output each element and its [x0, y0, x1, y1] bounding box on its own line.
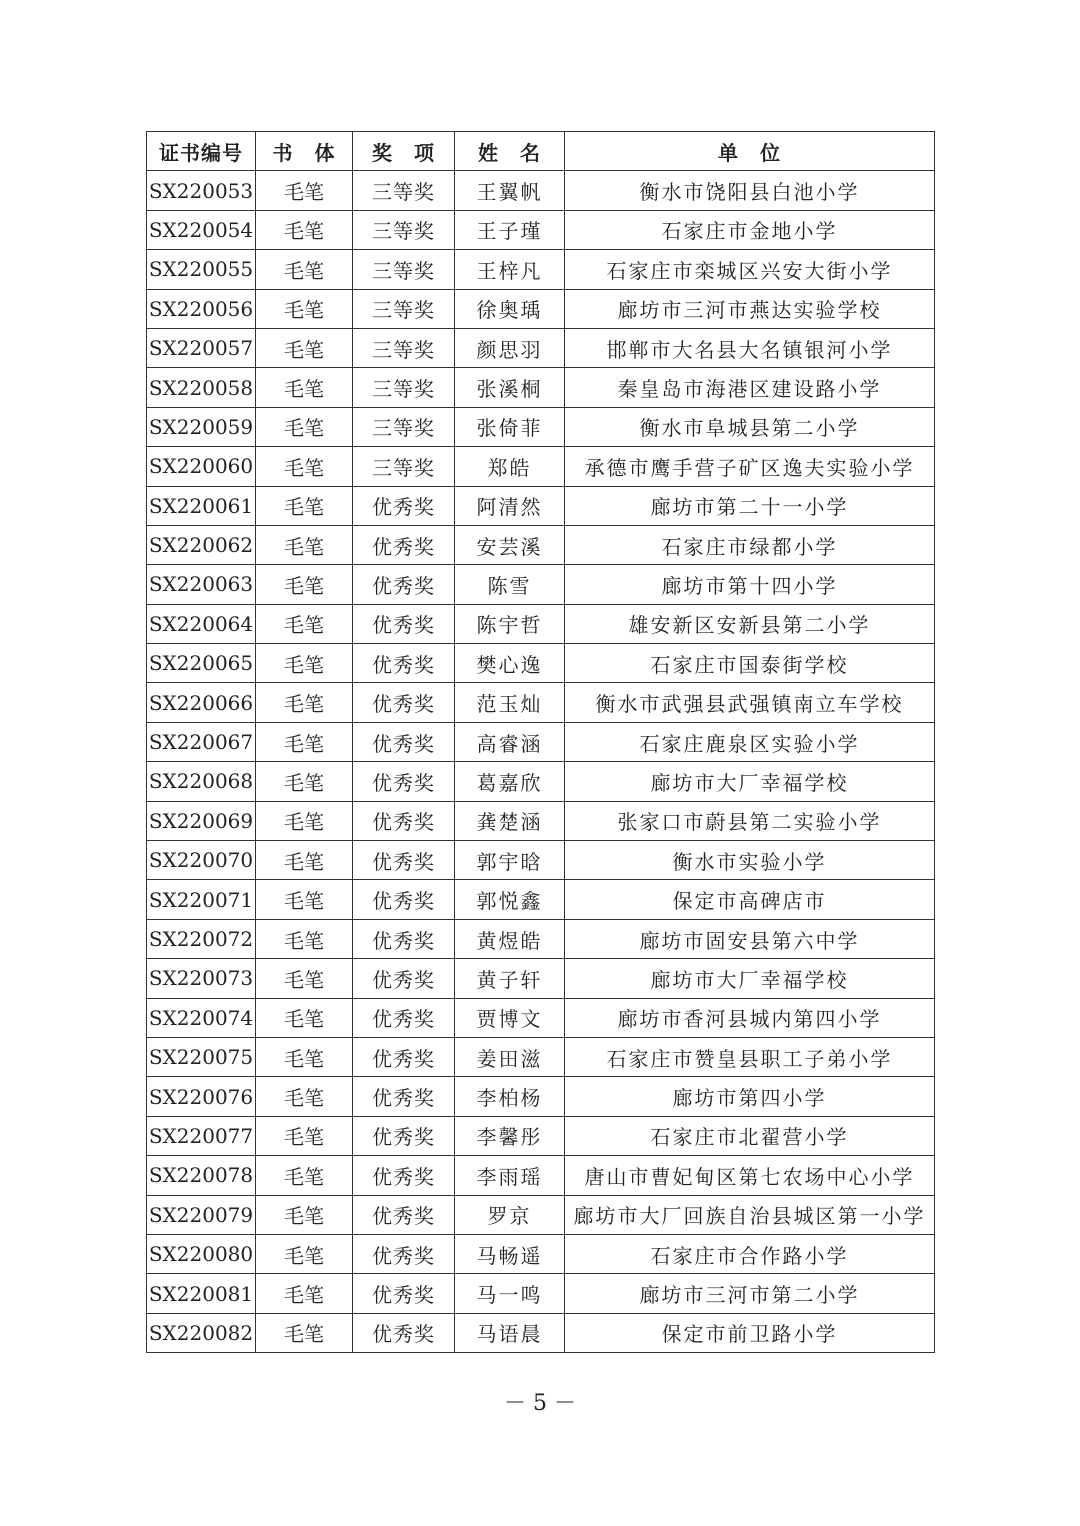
- script-style-cell: 毛笔: [256, 407, 353, 446]
- certificate-number-cell: SX220073: [147, 959, 256, 998]
- unit-cell: 石家庄市赞皇县职工子弟小学: [565, 1037, 935, 1076]
- award-cell: 优秀奖: [353, 841, 455, 880]
- student-name-cell: 陈宇哲: [455, 604, 565, 643]
- certificate-number-cell: SX220078: [147, 1156, 256, 1195]
- script-style-cell: 毛笔: [256, 644, 353, 683]
- certificate-number-cell: SX220071: [147, 880, 256, 919]
- script-style-cell: 毛笔: [256, 1116, 353, 1155]
- table-row: [147, 1195, 935, 1234]
- unit-cell: 廊坊市第二十一小学: [565, 486, 935, 525]
- award-cell: 三等奖: [353, 328, 455, 367]
- table-row: [147, 1234, 935, 1273]
- award-cell: 优秀奖: [353, 644, 455, 683]
- award-cell: 优秀奖: [353, 1274, 455, 1313]
- unit-cell: 张家口市蔚县第二实验小学: [565, 801, 935, 840]
- unit-cell: 衡水市阜城县第二小学: [565, 407, 935, 446]
- unit-cell: 保定市前卫路小学: [565, 1313, 935, 1352]
- student-name-cell: 龚楚涵: [455, 801, 565, 840]
- table-row: [147, 801, 935, 840]
- certificate-number-cell: SX220061: [147, 486, 256, 525]
- student-name-cell: 樊心逸: [455, 644, 565, 683]
- award-cell: 三等奖: [353, 407, 455, 446]
- table-header-row: [147, 132, 935, 171]
- certificate-number-cell: SX220059: [147, 407, 256, 446]
- certificate-number-cell: SX220076: [147, 1077, 256, 1116]
- script-style-cell: 毛笔: [256, 486, 353, 525]
- student-name-cell: 张溪桐: [455, 368, 565, 407]
- script-style-cell: 毛笔: [256, 722, 353, 761]
- unit-cell: 保定市高碑店市: [565, 880, 935, 919]
- table-row: [147, 210, 935, 249]
- student-name-cell: 黄子轩: [455, 959, 565, 998]
- award-cell: 三等奖: [353, 171, 455, 210]
- table-row: [147, 880, 935, 919]
- student-name-cell: 高睿涵: [455, 722, 565, 761]
- certificate-number-cell: SX220072: [147, 919, 256, 958]
- certificate-number-cell: SX220069: [147, 801, 256, 840]
- script-style-cell: 毛笔: [256, 880, 353, 919]
- unit-cell: 衡水市实验小学: [565, 841, 935, 880]
- unit-cell: 邯郸市大名县大名镇银河小学: [565, 328, 935, 367]
- award-cell: 优秀奖: [353, 683, 455, 722]
- certificate-number-cell: SX220068: [147, 762, 256, 801]
- unit-cell: 廊坊市第四小学: [565, 1077, 935, 1116]
- certificate-number-cell: SX220060: [147, 447, 256, 486]
- award-cell: 优秀奖: [353, 998, 455, 1037]
- unit-cell: 廊坊市固安县第六中学: [565, 919, 935, 958]
- student-name-cell: 马语晨: [455, 1313, 565, 1352]
- certificate-number-cell: SX220081: [147, 1274, 256, 1313]
- student-name-cell: 郭宇晗: [455, 841, 565, 880]
- student-name-cell: 郭悦鑫: [455, 880, 565, 919]
- unit-cell: 廊坊市第十四小学: [565, 565, 935, 604]
- award-cell: 优秀奖: [353, 959, 455, 998]
- script-style-cell: 毛笔: [256, 1156, 353, 1195]
- header-script-style: 书 体: [256, 132, 353, 171]
- award-cell: 三等奖: [353, 210, 455, 249]
- table-row: [147, 1116, 935, 1155]
- award-cell: 优秀奖: [353, 604, 455, 643]
- certificate-number-cell: SX220063: [147, 565, 256, 604]
- unit-cell: 廊坊市三河市燕达实验学校: [565, 289, 935, 328]
- student-name-cell: 郑皓: [455, 447, 565, 486]
- script-style-cell: 毛笔: [256, 1077, 353, 1116]
- award-cell: 优秀奖: [353, 1234, 455, 1273]
- certificate-number-cell: SX220077: [147, 1116, 256, 1155]
- award-cell: 优秀奖: [353, 1037, 455, 1076]
- award-cell: 优秀奖: [353, 1077, 455, 1116]
- table-row: [147, 328, 935, 367]
- award-cell: 优秀奖: [353, 1156, 455, 1195]
- table-body: [147, 171, 935, 1353]
- script-style-cell: 毛笔: [256, 919, 353, 958]
- award-cell: 三等奖: [353, 368, 455, 407]
- student-name-cell: 阿清然: [455, 486, 565, 525]
- unit-cell: 廊坊市香河县城内第四小学: [565, 998, 935, 1037]
- unit-cell: 衡水市武强县武强镇南立车学校: [565, 683, 935, 722]
- table-row: [147, 407, 935, 446]
- unit-cell: 廊坊市大厂幸福学校: [565, 762, 935, 801]
- student-name-cell: 范玉灿: [455, 683, 565, 722]
- award-cell: 优秀奖: [353, 919, 455, 958]
- unit-cell: 廊坊市大厂回族自治县城区第一小学: [565, 1195, 935, 1234]
- student-name-cell: 安芸溪: [455, 525, 565, 564]
- script-style-cell: 毛笔: [256, 959, 353, 998]
- certificate-number-cell: SX220074: [147, 998, 256, 1037]
- student-name-cell: 王梓凡: [455, 250, 565, 289]
- script-style-cell: 毛笔: [256, 525, 353, 564]
- student-name-cell: 李馨彤: [455, 1116, 565, 1155]
- table-row: [147, 683, 935, 722]
- unit-cell: 石家庄市合作路小学: [565, 1234, 935, 1273]
- script-style-cell: 毛笔: [256, 1274, 353, 1313]
- student-name-cell: 黄煜皓: [455, 919, 565, 958]
- student-name-cell: 马畅遥: [455, 1234, 565, 1273]
- unit-cell: 唐山市曹妃甸区第七农场中心小学: [565, 1156, 935, 1195]
- unit-cell: 廊坊市三河市第二小学: [565, 1274, 935, 1313]
- student-name-cell: 陈雪: [455, 565, 565, 604]
- certificate-number-cell: SX220053: [147, 171, 256, 210]
- award-cell: 三等奖: [353, 289, 455, 328]
- certificate-number-cell: SX220079: [147, 1195, 256, 1234]
- unit-cell: 石家庄鹿泉区实验小学: [565, 722, 935, 761]
- script-style-cell: 毛笔: [256, 447, 353, 486]
- script-style-cell: 毛笔: [256, 801, 353, 840]
- certificate-number-cell: SX220075: [147, 1037, 256, 1076]
- award-cell: 优秀奖: [353, 722, 455, 761]
- award-cell: 优秀奖: [353, 762, 455, 801]
- table-row: [147, 250, 935, 289]
- table-row: [147, 289, 935, 328]
- header-certificate-number: 证书编号: [147, 132, 256, 171]
- script-style-cell: 毛笔: [256, 841, 353, 880]
- student-name-cell: 王翼帆: [455, 171, 565, 210]
- certificate-number-cell: SX220057: [147, 328, 256, 367]
- certificate-number-cell: SX220066: [147, 683, 256, 722]
- award-cell: 优秀奖: [353, 486, 455, 525]
- table-row: [147, 565, 935, 604]
- award-cell: 优秀奖: [353, 801, 455, 840]
- table-row: [147, 762, 935, 801]
- certificate-number-cell: SX220064: [147, 604, 256, 643]
- certificate-number-cell: SX220067: [147, 722, 256, 761]
- table-row: [147, 1156, 935, 1195]
- unit-cell: 石家庄市绿都小学: [565, 525, 935, 564]
- certificate-number-cell: SX220058: [147, 368, 256, 407]
- script-style-cell: 毛笔: [256, 1037, 353, 1076]
- unit-cell: 石家庄市北翟营小学: [565, 1116, 935, 1155]
- script-style-cell: 毛笔: [256, 565, 353, 604]
- table-row: [147, 919, 935, 958]
- table-row: [147, 604, 935, 643]
- student-name-cell: 李柏杨: [455, 1077, 565, 1116]
- student-name-cell: 罗京: [455, 1195, 565, 1234]
- certificate-number-cell: SX220056: [147, 289, 256, 328]
- table-row: [147, 525, 935, 564]
- certificate-number-cell: SX220080: [147, 1234, 256, 1273]
- table-row: [147, 1077, 935, 1116]
- award-cell: 三等奖: [353, 250, 455, 289]
- student-name-cell: 颜思羽: [455, 328, 565, 367]
- student-name-cell: 王子瑾: [455, 210, 565, 249]
- award-cell: 优秀奖: [353, 525, 455, 564]
- unit-cell: 廊坊市大厂幸福学校: [565, 959, 935, 998]
- table-row: [147, 722, 935, 761]
- certificate-number-cell: SX220070: [147, 841, 256, 880]
- unit-cell: 秦皇岛市海港区建设路小学: [565, 368, 935, 407]
- student-name-cell: 张倚菲: [455, 407, 565, 446]
- table-row: [147, 1037, 935, 1076]
- certificate-number-cell: SX220082: [147, 1313, 256, 1352]
- script-style-cell: 毛笔: [256, 289, 353, 328]
- table-row: [147, 368, 935, 407]
- student-name-cell: 徐奥瑀: [455, 289, 565, 328]
- certificate-number-cell: SX220065: [147, 644, 256, 683]
- student-name-cell: 贾博文: [455, 998, 565, 1037]
- script-style-cell: 毛笔: [256, 998, 353, 1037]
- award-cell: 优秀奖: [353, 880, 455, 919]
- script-style-cell: 毛笔: [256, 762, 353, 801]
- script-style-cell: 毛笔: [256, 1195, 353, 1234]
- unit-cell: 承德市鹰手营子矿区逸夫实验小学: [565, 447, 935, 486]
- script-style-cell: 毛笔: [256, 210, 353, 249]
- table-row: [147, 998, 935, 1037]
- unit-cell: 石家庄市栾城区兴安大街小学: [565, 250, 935, 289]
- header-unit: 单 位: [565, 132, 935, 171]
- table-row: [147, 644, 935, 683]
- script-style-cell: 毛笔: [256, 683, 353, 722]
- unit-cell: 石家庄市国泰街学校: [565, 644, 935, 683]
- certificate-number-cell: SX220062: [147, 525, 256, 564]
- award-cell: 优秀奖: [353, 1116, 455, 1155]
- script-style-cell: 毛笔: [256, 1234, 353, 1273]
- page-number: － 5 －: [504, 1391, 576, 1416]
- table-row: [147, 447, 935, 486]
- header-award: 奖 项: [353, 132, 455, 171]
- student-name-cell: 葛嘉欣: [455, 762, 565, 801]
- certificate-number-cell: SX220055: [147, 250, 256, 289]
- student-name-cell: 李雨瑶: [455, 1156, 565, 1195]
- script-style-cell: 毛笔: [256, 368, 353, 407]
- header-name: 姓 名: [455, 132, 565, 171]
- table-row: [147, 841, 935, 880]
- award-cell: 三等奖: [353, 447, 455, 486]
- table-row: [147, 171, 935, 210]
- award-cell: 优秀奖: [353, 1195, 455, 1234]
- table-row: [147, 1313, 935, 1352]
- table-row: [147, 959, 935, 998]
- table-row: [147, 486, 935, 525]
- student-name-cell: 姜田滋: [455, 1037, 565, 1076]
- award-cell: 优秀奖: [353, 1313, 455, 1352]
- certificate-number-cell: SX220054: [147, 210, 256, 249]
- script-style-cell: 毛笔: [256, 1313, 353, 1352]
- unit-cell: 石家庄市金地小学: [565, 210, 935, 249]
- unit-cell: 雄安新区安新县第二小学: [565, 604, 935, 643]
- script-style-cell: 毛笔: [256, 604, 353, 643]
- unit-cell: 衡水市饶阳县白池小学: [565, 171, 935, 210]
- student-name-cell: 马一鸣: [455, 1274, 565, 1313]
- award-table: [146, 131, 935, 1353]
- award-cell: 优秀奖: [353, 565, 455, 604]
- script-style-cell: 毛笔: [256, 328, 353, 367]
- script-style-cell: 毛笔: [256, 250, 353, 289]
- script-style-cell: 毛笔: [256, 171, 353, 210]
- table-row: [147, 1274, 935, 1313]
